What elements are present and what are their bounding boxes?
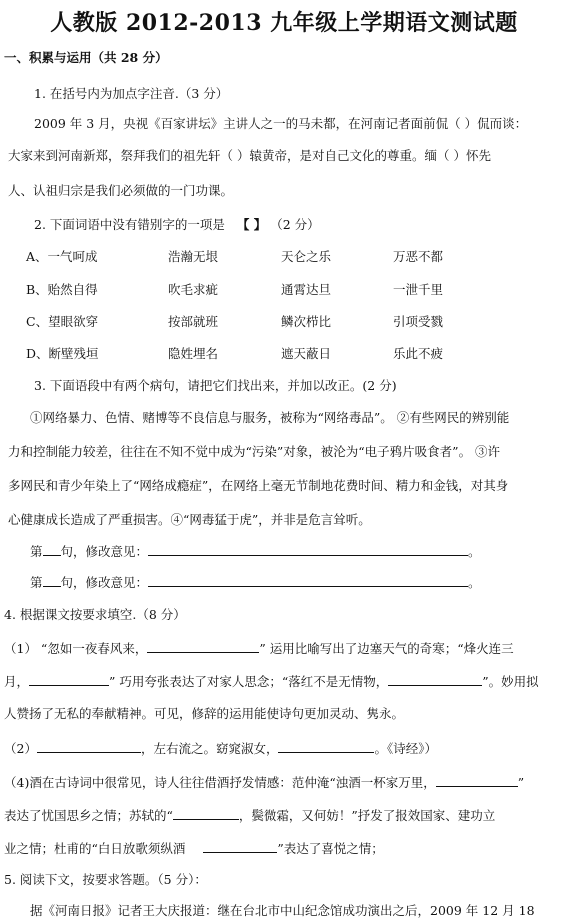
fill-blank[interactable] [37,740,141,753]
q4-line-5a: （4)酒在古诗词中很常见，诗人往往借酒抒发情感：范仲淹“浊酒一杯家万里， [4,775,436,790]
q2-option-a-2: 浩瀚无垠 [168,249,219,264]
q4-line-4a: （2） [4,741,37,756]
q2-option-c-1: C、望眼欲穿 [26,314,99,329]
q4-line-6 [4,807,495,824]
q2-option-a-3: 天仑之乐 [281,249,332,264]
q3-answer-row-2 [30,574,481,591]
q3-answer-prefix: 第 [30,544,43,559]
fill-blank[interactable] [29,673,109,686]
q4-stem: 4. 根据课文按要求填空.（8 分） [4,607,186,622]
q2-option-a-1: A、一气呵成 [26,249,98,264]
q4-line-7 [4,840,384,857]
q4-line-2 [4,673,539,690]
q3-stem: 3. 下面语段中有两个病句，请把它们找出来，并加以改正。(2 分) [34,378,397,393]
q2-stem [34,217,320,233]
q3-answer-end: 。 [468,575,481,590]
q2-option-d-4: 乐此不疲 [393,346,444,361]
q2-answer-bracket: 【 】 [236,217,267,232]
q4-line-5 [4,774,524,791]
q4-line-7b: ”表达了喜悦之情； [277,841,384,856]
fill-blank[interactable] [147,640,259,653]
fill-blank[interactable] [436,774,518,787]
q2-points: （2 分） [270,217,320,232]
fill-blank[interactable] [388,673,482,686]
q2-stem-text: 2. 下面词语中没有错别字的一项是 [34,217,225,232]
q4-line-5b: ” [517,775,525,790]
q2-option-d-1: D、断壁残垣 [26,346,99,361]
fill-blank[interactable] [203,840,277,853]
sentence-number-blank[interactable] [43,574,61,587]
q2-option-b-1: B、贻然自得 [26,282,98,297]
q4-line-4c: 。《诗经》） [374,741,437,756]
fill-blank[interactable] [278,740,374,753]
q4-line-4 [4,740,437,757]
q2-option-d-3: 遮天蔽日 [281,346,332,361]
q1-line-2: 大家来到河南新郑，祭拜我们的祖先轩（ ）辕黄帝，是对自己文化的尊重。缅（ ）怀先 [8,148,491,163]
q3-answer-label: 句，修改意见： [60,544,149,559]
q1-stem: 1. 在括号内为加点字注音.（3 分） [34,86,229,101]
q4-line-2c: ”。妙用拟 [482,674,539,689]
q2-option-a-4: 万恶不都 [393,249,444,264]
q4-line-1b: ” 运用比喻写出了边塞天气的奇寒；“烽火连三 [259,641,514,656]
q1-line-3: 人、认祖归宗是我们必须做的一门功课。 [8,183,234,198]
section-heading: 一、积累与运用（共 28 分） [4,50,168,65]
q4-line-1a: （1） “忽如一夜春风来， [4,641,148,656]
q4-line-6b: ，鬓微霜，又何妨！”抒发了报效国家、建功立 [238,808,496,823]
q4-line-4b: ，左右流之。窈窕淑女， [140,741,279,756]
q4-line-1 [4,640,514,657]
q5-stem: 5. 阅读下文，按要求答题。（5 分）： [4,872,207,887]
q2-option-c-3: 鳞次栉比 [281,314,332,329]
q3-answer-prefix: 第 [30,575,43,590]
page-title: 人教版 2012-2013 九年级上学期语文测试题 [50,10,518,36]
q4-line-3: 人赞扬了无私的奉献精神。可见，修辞的运用能使诗句更加灵动、隽永。 [4,706,405,721]
q3-answer-end: 。 [468,544,481,559]
q3-line-2: 力和控制能力较差，往往在不知不觉中成为“污染”对象，被沦为“电子鸦片吸食者”。 ③许 [8,444,501,459]
q2-option-b-4: 一泄千里 [393,282,444,297]
q4-line-2a: 月， [4,674,30,689]
q1-line-1: 2009 年 3 月，央视《百家讲坛》主讲人之一的马未都，在河南记者面前侃（ ）侃而谈： [34,116,528,131]
q3-line-4: 心健康成长造成了严重损害。④“网毒猛于虎”，并非是危言耸听。 [8,512,371,527]
q2-option-c-2: 按部就班 [168,314,219,329]
q2-option-b-3: 通霄达旦 [281,282,332,297]
q4-line-2b: ” 巧用夸张表达了对家人思念；“落红不是无情物， [109,674,389,689]
q3-answer-label: 句，修改意见： [60,575,149,590]
fill-blank[interactable] [173,807,239,820]
q4-line-6a: 表达了忧国思乡之情；苏轼的“ [4,808,173,823]
revision-blank[interactable] [148,543,468,556]
sentence-number-blank[interactable] [43,543,61,556]
revision-blank[interactable] [148,574,468,587]
q2-option-c-4: 引项受戮 [393,314,444,329]
q5-line-1: 据《河南日报》记者王大庆报道：继在台北市中山纪念馆成功演出之后，2009 年 12 月 18 [30,903,535,918]
q3-line-1: ①网络暴力、色情、赌博等不良信息与服务，被称为“网络毒品”。 ②有些网民的辨别能 [30,410,510,425]
q3-answer-row-1 [30,543,481,560]
q2-option-d-2: 隐姓埋名 [168,346,219,361]
q2-option-b-2: 吹毛求疵 [168,282,219,297]
q3-line-3: 多网民和青少年染上了“网络成瘾症”，在网络上毫无节制地花费时间、精力和金钱，对其身 [8,478,509,493]
q4-line-7a: 业之情；杜甫的“白日放歌须纵酒 [4,841,186,856]
